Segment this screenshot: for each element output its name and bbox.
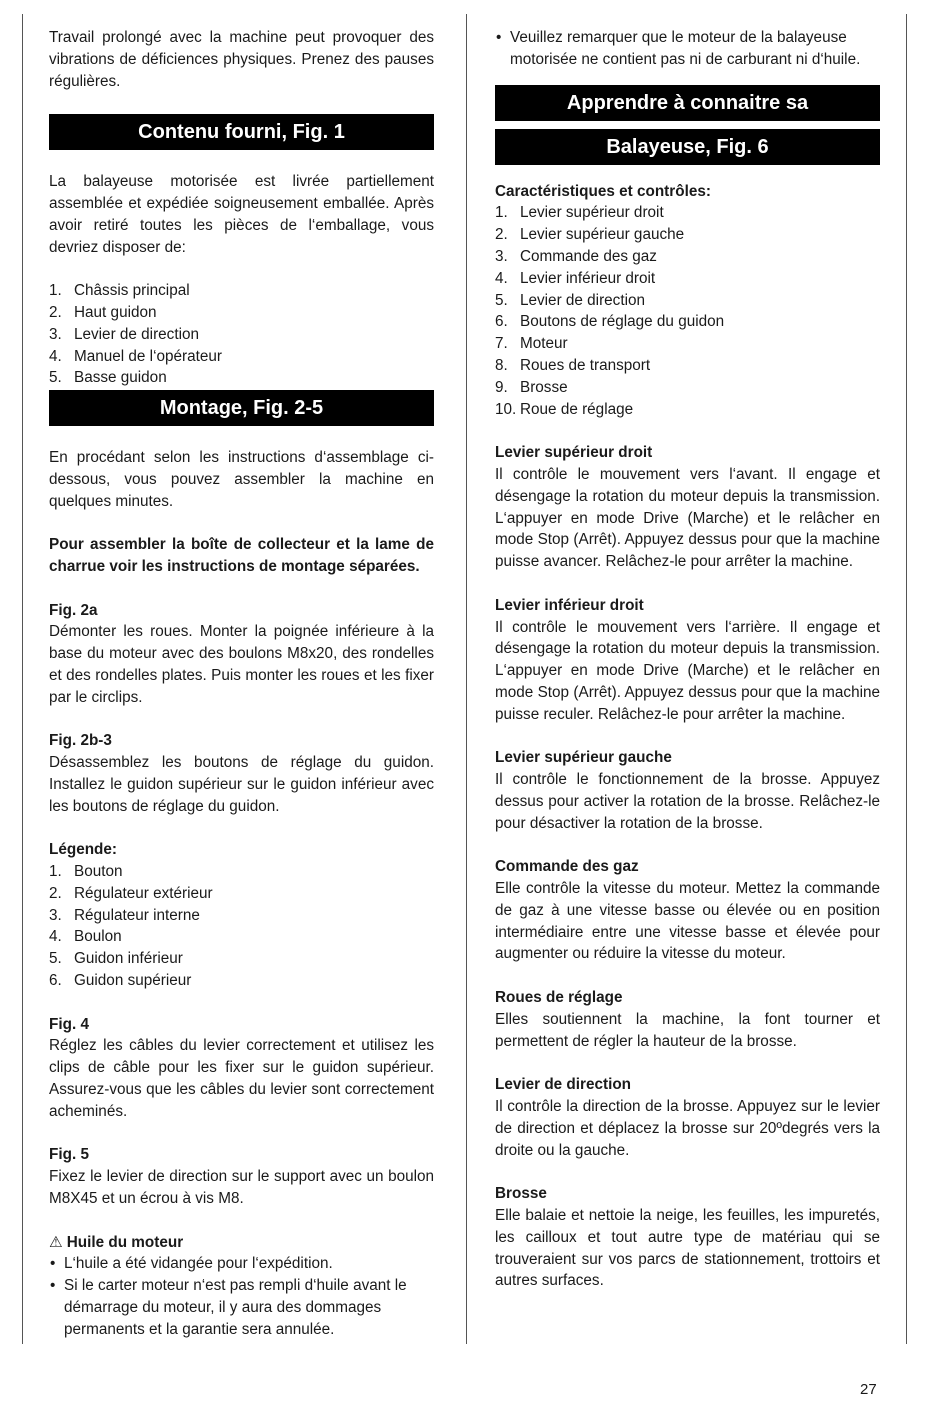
list-item: 2. Régulateur extérieur [49,884,213,902]
section-text: Elle balaie et nettoie la neige, les feuilles, les impuretés, les cailloux et tout autre type de matériau qui se trouveraient sur vos parcs de stationnement, trottoirs et autres surfaces. [495,1207,880,1290]
left-page-rule [22,14,23,1344]
list-item: 6. Boutons de réglage du guidon [495,313,725,331]
list-item: 4. Levier inférieur droit [495,269,656,287]
oil-warning-title: ⚠ Huile du moteur [49,1233,184,1251]
caracteristiques-title: Caractéristiques et contrôles: [495,182,711,200]
list-item: 1. Bouton [49,863,123,881]
list-item: 5. Guidon inférieur [49,950,183,968]
section-text: Il contrôle le fonctionnement de la brosse. Appuyez dessus pour activer la rotation de la brosse. Relâchez-le pour désactiver la rotation de la brosse. [495,771,880,832]
fig2b-text: Désassemblez les boutons de réglage du guidon. Installez le guidon supérieur sur le guidon inférieur avec les boutons de réglage du guidon. [49,754,434,815]
caracteristiques-list [495,202,880,420]
section-title: Brosse [495,1185,547,1203]
section-text: Il contrôle le mouvement vers l‘arrière. Il engage et désengage la rotation du moteur depuis la transmission. L‘appuyer en mode Drive (Marche) et le relâcher en mode Stop (Arrêt). Appuyez dessus pour que la machine puisse reculer. Relâchez-le pour arrêter la machine. [495,618,880,723]
section-text: Il contrôle la direction de la brosse. Appuyez sur le levier de direction et déplacez la brosse sur 20ºdegrés vers la droite ou la gauche. [495,1098,880,1159]
list-item: 5. Levier de direction [495,291,645,309]
balayeuse-heading: Balayeuse, Fig. 6 [495,129,880,165]
list-item: 7. Moteur [495,335,568,353]
list-item: 4. Boulon [49,928,122,946]
list-item: • Si le carter moteur n‘est pas rempli d‘huile avant le démarrage du moteur, il y aura des dommages permanents et la garantie sera annulée. [49,1275,434,1340]
list-item: 3. Levier de direction [49,325,199,343]
fuel-note-list [495,27,880,71]
fig2a-text: Démonter les roues. Monter la poignée inférieure à la base du moteur avec des boulons M8x20, des rondelles et des rondelles plates. Puis monter les roues et les fixer par le circlips. [49,623,434,706]
apprendre-heading: Apprendre à connaitre sa [495,85,880,121]
list-item: 6. Guidon supérieur [49,972,192,990]
fig2b-title: Fig. 2b-3 [49,732,112,750]
list-item: 3. Commande des gaz [495,247,657,265]
section-title: Levier inférieur droit [495,596,644,614]
list-item: 2. Levier supérieur gauche [495,226,685,244]
montage-note: Pour assembler la boîte de collecteur et la lame de charrue voir les instructions de montage séparées. [49,536,434,575]
list-item: 5. Basse guidon [49,369,167,387]
fig2a-title: Fig. 2a [49,601,98,619]
list-item: 9. Brosse [495,378,568,396]
list-item: 4. Manuel de l‘opérateur [49,347,222,365]
section-text: Elle contrôle la vitesse du moteur. Mettez la commande de gaz à une vitesse basse ou élevée ou en position intermédiaire entre une vitesse basse et élevée pour augmenter ou réduire la vitesse du moteur. [495,880,880,963]
intro-paragraph: Travail prolongé avec la machine peut provoquer des vibrations de déficiences physiques. Prenez des pauses régulières. [49,29,434,90]
section-title: Levier supérieur droit [495,444,653,462]
list-item: 3. Régulateur interne [49,906,200,924]
page-number: 27 [860,1381,877,1398]
warning-icon: ⚠ [49,1233,63,1251]
section-title: Levier supérieur gauche [495,749,672,767]
montage-heading: Montage, Fig. 2-5 [49,390,434,426]
list-item: 1. Châssis principal [49,282,190,300]
list-item: 10. Roue de réglage [495,400,634,418]
list-item: • L‘huile a été vidangée pour l‘expédition. [49,1253,434,1275]
legend-list [49,861,434,992]
fig4-text: Réglez les câbles du levier correctement et utilisez les clips de câble pour les fixer sur le guidon supérieur. Assurez-vous que les câbles du levier sont correctement acheminés. [49,1037,434,1120]
section-title: Levier de direction [495,1076,632,1094]
section-title: Commande des gaz [495,858,639,876]
contenu-paragraph: La balayeuse motorisée est livrée partiellement assemblée et expédiée soigneusement emballée. Après avoir retiré toutes les pièces de l‘emballage, vous devriez disposer de: [49,173,434,256]
legend-title: Légende: [49,841,117,859]
list-item: 8. Roues de transport [495,356,651,374]
list-item: 1. Levier supérieur droit [495,204,664,222]
list-item: 2. Haut guidon [49,303,157,321]
fig5-title: Fig. 5 [49,1146,89,1164]
section-text: Elles soutiennent la machine, la font tourner et permettent de régler la hauteur de la brosse. [495,1010,880,1050]
section-text: Il contrôle le mouvement vers l‘avant. Il engage et désengage la rotation du moteur depuis la transmission. L‘appuyer en mode Drive (Marche) et le relâcher en mode Stop (Arrêt). Appuyez dessus pour que la machine puisse avancer. Relâchez-le pour arrêter la machine. [495,465,880,571]
section-title: Roues de réglage [495,989,623,1007]
right-column [495,27,880,1314]
fig4-title: Fig. 4 [49,1015,89,1033]
list-item: • Veuillez remarquer que le moteur de la balayeuse motorisée ne contient pas ni de carburant ni d‘huile. [495,27,880,71]
left-column [49,27,434,1362]
contenu-heading: Contenu fourni, Fig. 1 [49,114,434,150]
contenu-list [49,280,434,389]
oil-warning-list [49,1253,434,1340]
montage-intro: En procédant selon les instructions d‘assemblage ci-dessous, vous pouvez assembler la machine en quelques minutes. [49,448,434,510]
fig5-text: Fixez le levier de direction sur le support avec un boulon M8X45 et un écrou à vis M8. [49,1168,434,1208]
right-page-rule [906,14,907,1344]
column-divider [466,14,467,1344]
